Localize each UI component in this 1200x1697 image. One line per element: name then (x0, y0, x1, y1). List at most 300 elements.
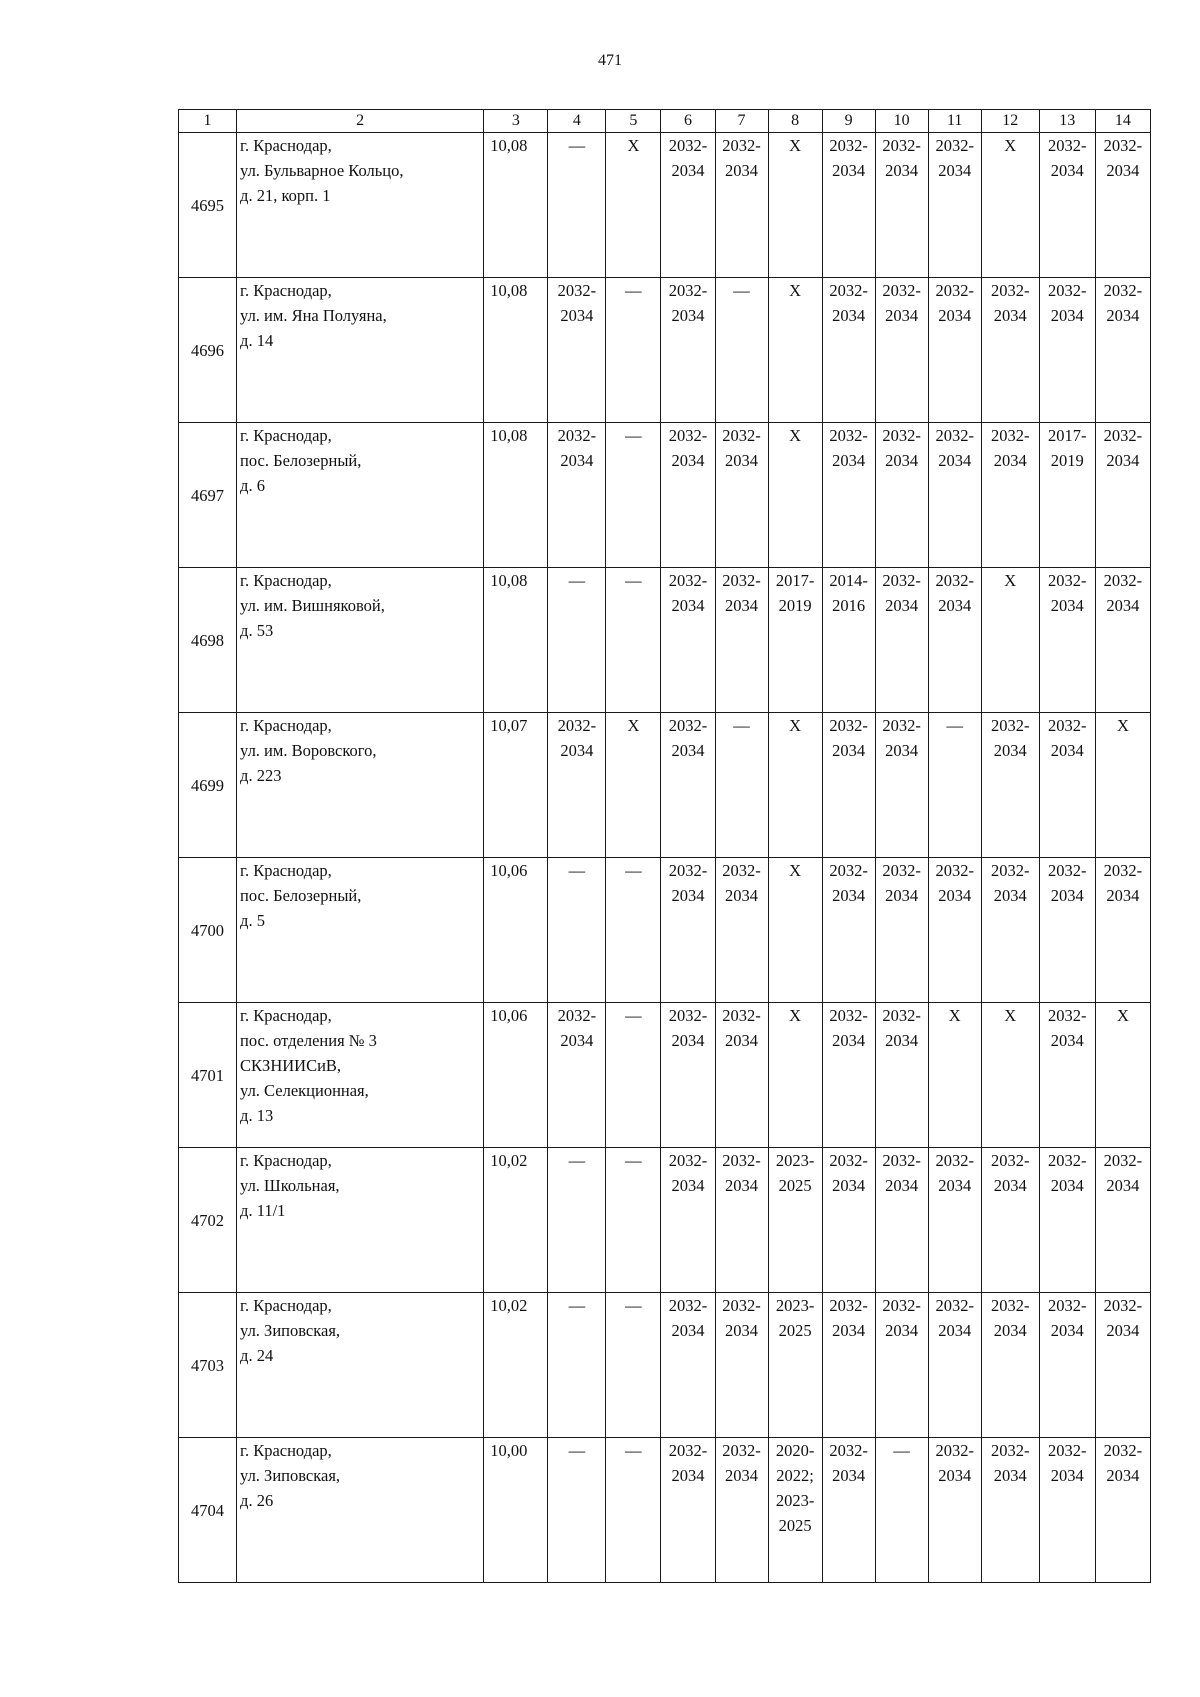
period-cell-col-4 (548, 1438, 606, 1583)
cell-line: 2034 (885, 596, 919, 615)
period-cell-col-14 (1095, 278, 1150, 423)
cell-line: 2032- (829, 136, 868, 155)
cell-line: 2034 (832, 1031, 866, 1050)
table-row (179, 1003, 1151, 1148)
cell-line: Х (1116, 716, 1129, 735)
period-cell-col-9 (822, 1293, 875, 1438)
cell-line: 2034 (1050, 306, 1084, 325)
address-line: д. 5 (240, 911, 265, 930)
period-cell-col-5 (606, 423, 661, 568)
cell-line: 2032- (991, 1296, 1030, 1315)
cell-line: 2032- (991, 1151, 1030, 1170)
period-cell-col-4 (548, 278, 606, 423)
period-cell-col-10 (875, 423, 928, 568)
cell-line: 2032- (991, 716, 1030, 735)
cell-line: 2034 (671, 886, 705, 905)
cell-line: 2032- (829, 281, 868, 300)
period-cell-col-11 (928, 858, 981, 1003)
period-cell-col-7 (715, 858, 768, 1003)
address-line: г. Краснодар, (240, 571, 332, 590)
period-cell-col-9 (822, 1438, 875, 1583)
cell-line: 2034 (725, 451, 759, 470)
address-line: ул. Школьная, (240, 1176, 340, 1195)
cell-line: 2032- (722, 861, 761, 880)
cell-line: — (893, 1441, 910, 1460)
page-number: 471 (598, 52, 622, 69)
column-header-10: 10 (875, 110, 928, 133)
address-cell (237, 1438, 484, 1583)
cell-line: 2017- (1048, 426, 1087, 445)
cell-line: 2032- (935, 1296, 974, 1315)
value-cell: 10,06 (484, 858, 548, 1003)
period-cell-col-12 (981, 858, 1039, 1003)
period-cell-col-9 (822, 278, 875, 423)
period-cell-col-13 (1039, 568, 1095, 713)
cell-line: — (625, 861, 642, 880)
cell-line: 2032- (1103, 281, 1143, 300)
cell-line: 2032- (1103, 1441, 1143, 1460)
period-cell-col-10 (875, 568, 928, 713)
cell-line: 2034 (671, 1321, 705, 1340)
cell-line: 2034 (993, 1176, 1027, 1195)
cell-line: 2032- (882, 1151, 921, 1170)
cell-line: 2032- (935, 861, 974, 880)
cell-line: 2032- (1048, 1006, 1087, 1025)
address-line: пос. отделения № 3 (240, 1031, 377, 1050)
column-header-8: 8 (768, 110, 822, 133)
cell-line: 2032- (668, 136, 708, 155)
address-line: г. Краснодар, (240, 426, 332, 445)
header-row (179, 110, 1151, 133)
period-cell-col-9 (822, 1148, 875, 1293)
cell-line: 2034 (993, 886, 1027, 905)
cell-line: 2034 (671, 741, 705, 760)
period-cell-col-13 (1039, 133, 1095, 278)
column-header-13: 13 (1039, 110, 1095, 133)
address-line: пос. Белозерный, (240, 886, 362, 905)
cell-line: 2014- (829, 571, 868, 590)
cell-line: 2034 (832, 886, 866, 905)
cell-line: 2032- (1048, 1151, 1087, 1170)
period-cell-col-7 (715, 1293, 768, 1438)
period-cell-col-6 (661, 1148, 715, 1293)
cell-line: 2032- (991, 1441, 1030, 1460)
row-number: 4702 (179, 1148, 237, 1293)
period-cell-col-13 (1039, 858, 1095, 1003)
table-row (179, 568, 1151, 713)
period-cell-col-7 (715, 1148, 768, 1293)
column-header-1: 1 (179, 110, 237, 133)
cell-line: 2032- (882, 136, 921, 155)
cell-line: 2034 (832, 741, 866, 760)
row-number: 4703 (179, 1293, 237, 1438)
period-cell-col-11 (928, 423, 981, 568)
period-cell-col-11 (928, 568, 981, 713)
period-cell-col-8 (768, 1003, 822, 1148)
period-cell-col-8 (768, 278, 822, 423)
period-cell-col-6 (661, 713, 715, 858)
cell-line: 2034 (671, 306, 705, 325)
period-cell-col-14 (1095, 858, 1150, 1003)
period-cell-col-13 (1039, 1003, 1095, 1148)
period-cell-col-14 (1095, 713, 1150, 858)
cell-line: 2032- (668, 1296, 708, 1315)
address-line: ул. Бульварное Кольцо, (240, 161, 404, 180)
period-cell-col-13 (1039, 1438, 1095, 1583)
cell-line: Х (627, 716, 640, 735)
value-cell: 10,06 (484, 1003, 548, 1148)
cell-line: 2034 (1050, 596, 1084, 615)
period-cell-col-7 (715, 1438, 768, 1583)
period-cell-col-4 (548, 423, 606, 568)
row-number: 4700 (179, 858, 237, 1003)
cell-line: 2034 (885, 161, 919, 180)
cell-line: 2034 (885, 306, 919, 325)
address-line: д. 14 (240, 331, 274, 350)
cell-line: 2032- (935, 1151, 974, 1170)
column-header-2: 2 (237, 110, 484, 133)
period-cell-col-5 (606, 1293, 661, 1438)
cell-line: 2032- (668, 861, 708, 880)
address-cell (237, 1003, 484, 1148)
cell-line: 2032- (722, 426, 761, 445)
cell-line: 2032- (668, 571, 708, 590)
cell-line: — (946, 716, 963, 735)
table-row (179, 713, 1151, 858)
address-line: д. 21, корп. 1 (240, 186, 331, 205)
table-row (179, 1148, 1151, 1293)
address-line: г. Краснодар, (240, 281, 332, 300)
cell-line: 2032- (668, 426, 708, 445)
cell-line: 2034 (671, 451, 705, 470)
cell-line: Х (948, 1006, 961, 1025)
cell-line: 2032- (668, 281, 708, 300)
period-cell-col-7 (715, 278, 768, 423)
address-cell (237, 713, 484, 858)
column-header-7: 7 (715, 110, 768, 133)
cell-line: 2032- (1103, 861, 1143, 880)
cell-line: 2034 (885, 1176, 919, 1195)
cell-line: 2032- (1103, 571, 1143, 590)
cell-line: 2032- (722, 1151, 761, 1170)
cell-line: 2032- (829, 861, 868, 880)
cell-line: 2034 (1050, 741, 1084, 760)
cell-line: 2032- (668, 716, 708, 735)
period-cell-col-10 (875, 133, 928, 278)
column-header-11: 11 (928, 110, 981, 133)
cell-line: 2032- (557, 716, 597, 735)
cell-line: 2023- (775, 1296, 815, 1315)
cell-line: — (733, 716, 750, 735)
period-cell-col-4 (548, 568, 606, 713)
period-cell-col-7 (715, 423, 768, 568)
period-cell-col-4 (548, 858, 606, 1003)
period-cell-col-8 (768, 1438, 822, 1583)
period-cell-col-6 (661, 423, 715, 568)
column-header-12: 12 (981, 110, 1039, 133)
cell-line: 2034 (993, 1321, 1027, 1340)
cell-line: 2034 (938, 451, 972, 470)
period-cell-col-10 (875, 1003, 928, 1148)
table-row (179, 858, 1151, 1003)
column-header-3: 3 (484, 110, 548, 133)
address-line: д. 223 (240, 766, 282, 785)
cell-line: 2032- (1103, 136, 1143, 155)
cell-line: 2034 (993, 741, 1027, 760)
cell-line: 2032- (557, 1006, 597, 1025)
period-cell-col-6 (661, 568, 715, 713)
period-cell-col-5 (606, 278, 661, 423)
address-line: г. Краснодар, (240, 136, 332, 155)
row-number: 4699 (179, 713, 237, 858)
cell-line: 2034 (885, 451, 919, 470)
cell-line: 2032- (882, 1006, 921, 1025)
address-cell (237, 133, 484, 278)
table-row (179, 1438, 1151, 1583)
period-cell-col-13 (1039, 1148, 1095, 1293)
table-row (179, 133, 1151, 278)
cell-line: 2019 (778, 596, 812, 615)
cell-line: 2034 (832, 1176, 866, 1195)
period-cell-col-9 (822, 1003, 875, 1148)
cell-line: 2032- (1048, 1296, 1087, 1315)
cell-line: 2034 (671, 1031, 705, 1050)
period-cell-col-12 (981, 1003, 1039, 1148)
cell-line: 2034 (725, 596, 759, 615)
period-cell-col-6 (661, 278, 715, 423)
address-line: д. 6 (240, 476, 265, 495)
period-cell-col-13 (1039, 423, 1095, 568)
address-line: ул. Зиповская, (240, 1466, 341, 1485)
cell-line: 2032- (829, 1151, 868, 1170)
period-cell-col-10 (875, 1148, 928, 1293)
cell-line: 2032- (557, 426, 597, 445)
cell-line: 2023- (775, 1151, 815, 1170)
cell-line: Х (627, 136, 640, 155)
cell-line: 2032- (1103, 426, 1143, 445)
period-cell-col-10 (875, 278, 928, 423)
cell-line: 2032- (1048, 1441, 1087, 1460)
cell-line: 2032- (1048, 571, 1087, 590)
cell-line: 2032- (882, 571, 921, 590)
period-cell-col-13 (1039, 278, 1095, 423)
cell-line: 2034 (993, 451, 1027, 470)
cell-line: 2034 (671, 596, 705, 615)
cell-line: 2034 (885, 741, 919, 760)
cell-line: 2032- (991, 426, 1030, 445)
period-cell-col-10 (875, 713, 928, 858)
row-number: 4701 (179, 1003, 237, 1148)
cell-line: — (733, 281, 750, 300)
cell-line: 2032- (722, 1296, 761, 1315)
cell-line: 2032- (829, 716, 868, 735)
period-cell-col-7 (715, 133, 768, 278)
cell-line: 2032- (668, 1006, 708, 1025)
address-line: г. Краснодар, (240, 716, 332, 735)
period-cell-col-8 (768, 1293, 822, 1438)
table-row (179, 1293, 1151, 1438)
period-cell-col-6 (661, 133, 715, 278)
cell-line: 2034 (832, 451, 866, 470)
table-header (179, 110, 1151, 133)
cell-line: Х (789, 136, 802, 155)
cell-line: 2019 (1050, 451, 1084, 470)
period-cell-col-10 (875, 1293, 928, 1438)
period-cell-col-11 (928, 278, 981, 423)
period-cell-col-5 (606, 1148, 661, 1293)
cell-line: 2032- (1048, 136, 1087, 155)
period-cell-col-8 (768, 568, 822, 713)
period-cell-col-8 (768, 858, 822, 1003)
period-cell-col-14 (1095, 133, 1150, 278)
period-cell-col-12 (981, 1148, 1039, 1293)
period-cell-col-6 (661, 1438, 715, 1583)
address-line: СКЗНИИСиВ, (240, 1056, 342, 1075)
cell-line: 2034 (671, 1176, 705, 1195)
address-line: г. Краснодар, (240, 1151, 332, 1170)
address-line: г. Краснодар, (240, 1441, 332, 1460)
period-cell-col-13 (1039, 1293, 1095, 1438)
cell-line: — (568, 571, 586, 590)
cell-line: 2032- (1048, 281, 1087, 300)
cell-line: 2032- (1048, 716, 1087, 735)
cell-line: 2034 (1106, 161, 1140, 180)
cell-line: 2032- (882, 1296, 921, 1315)
cell-line: 2032- (829, 426, 868, 445)
period-cell-col-5 (606, 858, 661, 1003)
cell-line: 2032- (829, 1296, 868, 1315)
cell-line: 2034 (1050, 1031, 1084, 1050)
cell-line: 2034 (560, 741, 594, 760)
cell-line: 2032- (882, 716, 921, 735)
period-cell-col-12 (981, 1293, 1039, 1438)
cell-line: 2034 (1106, 1321, 1140, 1340)
cell-line: 2034 (938, 1466, 972, 1485)
cell-line: 2034 (1106, 1176, 1140, 1195)
cell-line: 2034 (560, 451, 594, 470)
address-line: ул. Зиповская, (240, 1321, 341, 1340)
period-cell-col-14 (1095, 1148, 1150, 1293)
address-cell (237, 423, 484, 568)
row-number: 4704 (179, 1438, 237, 1583)
period-cell-col-12 (981, 568, 1039, 713)
cell-line: — (625, 281, 642, 300)
cell-line: 2034 (832, 161, 866, 180)
period-cell-col-12 (981, 713, 1039, 858)
cell-line: 2032- (1048, 861, 1087, 880)
period-cell-col-8 (768, 713, 822, 858)
table-body (179, 133, 1151, 1583)
cell-line: 2034 (832, 1466, 866, 1485)
cell-line: 2034 (725, 1031, 759, 1050)
cell-line: 2034 (993, 306, 1027, 325)
period-cell-col-9 (822, 568, 875, 713)
address-line: д. 53 (240, 621, 274, 640)
period-cell-col-4 (548, 1148, 606, 1293)
cell-line: 2032- (829, 1441, 868, 1460)
cell-line: Х (789, 861, 802, 880)
cell-line: — (568, 1151, 586, 1170)
cell-line: 2034 (938, 1176, 972, 1195)
cell-line: 2034 (832, 1321, 866, 1340)
column-header-14: 14 (1095, 110, 1150, 133)
cell-line: 2032- (722, 571, 761, 590)
cell-line: 2017- (775, 571, 815, 590)
row-number: 4695 (179, 133, 237, 278)
address-line: ул. им. Воровского, (240, 741, 377, 760)
cell-line: 2032- (935, 426, 974, 445)
period-cell-col-12 (981, 133, 1039, 278)
address-line: д. 26 (240, 1491, 274, 1510)
cell-line: 2032- (991, 281, 1030, 300)
cell-line: 2034 (671, 1466, 705, 1485)
cell-line: 2034 (938, 1321, 972, 1340)
row-number: 4698 (179, 568, 237, 713)
period-cell-col-14 (1095, 423, 1150, 568)
table-row (179, 423, 1151, 568)
cell-line: 2034 (1050, 886, 1084, 905)
value-cell: 10,08 (484, 423, 548, 568)
cell-line: 2034 (1106, 306, 1140, 325)
period-cell-col-8 (768, 1148, 822, 1293)
cell-line: 2034 (725, 1466, 759, 1485)
cell-line: 2032- (882, 426, 921, 445)
period-cell-col-9 (822, 858, 875, 1003)
table-row (179, 278, 1151, 423)
cell-line: 2034 (832, 306, 866, 325)
cell-line: 2032- (829, 1006, 868, 1025)
period-cell-col-5 (606, 713, 661, 858)
cell-line: 2032- (882, 861, 921, 880)
cell-line: 2034 (1106, 451, 1140, 470)
period-cell-col-11 (928, 1438, 981, 1583)
cell-line: Х (1004, 1006, 1017, 1025)
cell-line: 2032- (935, 1441, 974, 1460)
period-cell-col-10 (875, 1438, 928, 1583)
period-cell-col-11 (928, 1148, 981, 1293)
period-cell-col-11 (928, 133, 981, 278)
address-line: д. 13 (240, 1106, 274, 1125)
period-cell-col-6 (661, 1003, 715, 1148)
cell-line: 2025 (778, 1516, 812, 1535)
period-cell-col-10 (875, 858, 928, 1003)
cell-line: — (625, 1151, 642, 1170)
address-line: г. Краснодар, (240, 1296, 332, 1315)
cell-line: 2034 (1050, 1321, 1084, 1340)
cell-line: 2032- (668, 1151, 708, 1170)
cell-line: 2025 (778, 1321, 812, 1340)
period-cell-col-8 (768, 133, 822, 278)
cell-line: Х (789, 716, 802, 735)
cell-line: 2032- (722, 1441, 761, 1460)
cell-line: 2032- (935, 281, 974, 300)
cell-line: 2020- (775, 1441, 815, 1460)
period-cell-col-11 (928, 1293, 981, 1438)
period-cell-col-7 (715, 713, 768, 858)
cell-line: — (625, 1441, 642, 1460)
cell-line: 2032- (1103, 1151, 1143, 1170)
cell-line: 2023- (775, 1491, 815, 1510)
cell-line: 2032- (722, 1006, 761, 1025)
period-cell-col-6 (661, 858, 715, 1003)
cell-line: 2022; (776, 1466, 814, 1485)
row-number: 4697 (179, 423, 237, 568)
cell-line: Х (789, 281, 802, 300)
cell-line: Х (789, 426, 802, 445)
cell-line: 2032- (935, 136, 974, 155)
cell-line: Х (1004, 136, 1017, 155)
cell-line: 2034 (725, 886, 759, 905)
